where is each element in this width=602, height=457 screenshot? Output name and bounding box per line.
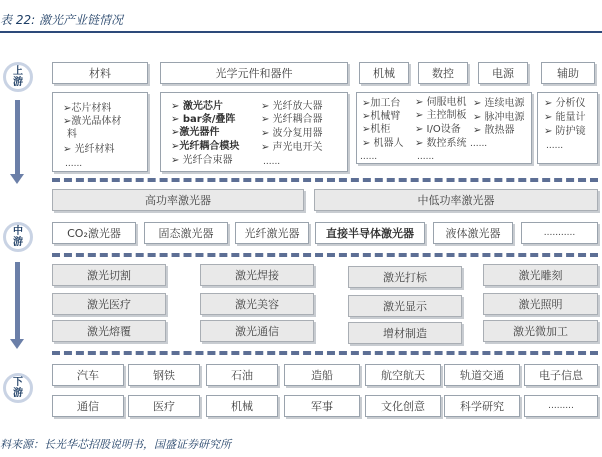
upstream-materials-list: [52, 92, 148, 172]
cnc-item: ......: [417, 152, 435, 162]
mechanics-item: ➢加工台: [362, 98, 401, 109]
midstream-arrow-shaft: [15, 262, 20, 340]
industry-aerospace: 航空航天: [365, 364, 441, 386]
upstream-arrow-head: [10, 174, 24, 184]
laser-type-direct-diode: 直接半导体激光器: [315, 222, 425, 244]
power-item: ......: [470, 139, 488, 149]
application-laser-cosmetic: 激光美容: [200, 293, 314, 315]
separator-midstream-downstream: [52, 351, 598, 355]
upstream-stage-char2: 游: [13, 77, 23, 88]
midstream-stage-marker: [3, 222, 33, 252]
application-laser-lighting: 激光照明: [483, 293, 598, 315]
optics-item: ➢ 波分复用器: [261, 128, 323, 139]
laser-type-liquid: 液体激光器: [433, 222, 513, 244]
laser-type-more: ...........: [521, 222, 598, 244]
application-laser-communication: 激光通信: [200, 320, 314, 342]
optics-item: ➢ 光纤合束器: [171, 155, 233, 166]
application-laser-cladding: 激光熔覆: [52, 320, 166, 342]
mechanics-item: ➢ 机器人: [362, 138, 404, 149]
industry-rail-transit: 轨道交通: [444, 364, 520, 386]
application-laser-marking: 激光打标: [348, 266, 462, 288]
materials-item: 料: [67, 129, 77, 140]
upstream-header-mechanics: 机械: [359, 62, 409, 84]
industry-telecom: 通信: [52, 395, 124, 417]
application-additive-manufacturing: 增材制造: [348, 322, 462, 344]
upstream-header-auxiliary: 辅助: [541, 62, 595, 84]
optics-item: ➢激光器件: [171, 127, 220, 138]
midstream-stage-char2: 游: [13, 237, 23, 248]
cnc-item: ➢ 数控系统: [415, 138, 467, 149]
application-laser-display: 激光显示: [348, 295, 462, 317]
industry-scientific-research: 科学研究: [444, 395, 520, 417]
application-laser-engraving: 激光雕刻: [483, 264, 598, 286]
industry-military: 军事: [284, 395, 360, 417]
materials-item: ➢激光晶体材: [63, 116, 122, 127]
cnc-item: ➢ 伺服电机: [415, 97, 467, 108]
optics-item: ➢光纤耦合模块: [171, 141, 240, 152]
midstream-arrow-head: [10, 339, 24, 349]
optics-item: ➢ bar条/叠阵: [171, 114, 236, 125]
power-item: ➢ 连续电源: [473, 98, 525, 109]
separator-upstream-midstream: [52, 178, 598, 182]
cnc-item: ➢ 主控制板: [415, 110, 467, 121]
title-rule: [0, 31, 602, 33]
upstream-auxiliary-list: [537, 92, 598, 164]
industry-more: .........: [524, 395, 598, 417]
application-laser-welding: 激光焊接: [200, 264, 314, 286]
industry-shipbuilding: 造船: [284, 364, 360, 386]
industry-cultural-creative: 文化创意: [365, 395, 441, 417]
power-item: ➢ 脉冲电源: [473, 112, 525, 123]
industry-steel: 钢铁: [128, 364, 200, 386]
application-laser-medical: 激光医疗: [52, 293, 166, 315]
auxiliary-item: ➢ 分析仪: [544, 98, 586, 109]
mechanics-item: ➢机柜: [362, 124, 391, 135]
industry-electronics: 电子信息: [524, 364, 598, 386]
mid-low-power-laser-category: 中低功率激光器: [314, 189, 598, 211]
application-laser-cutting: 激光切割: [52, 264, 166, 286]
power-item: ➢ 散热器: [473, 125, 515, 136]
upstream-header-optics: 光学元件和器件: [160, 62, 348, 84]
upstream-header-materials: 材料: [52, 62, 148, 84]
optics-item: ➢ 声光电开关: [261, 142, 323, 153]
industry-petroleum: 石油: [206, 364, 278, 386]
source-note: 料来源：长光华芯招股说明书，国盛证券研究所: [0, 438, 231, 451]
industry-machinery: 机械: [206, 395, 278, 417]
upstream-arrow-shaft: [15, 100, 20, 175]
downstream-stage-char1: 下: [13, 377, 23, 388]
optics-item: ➢ 激光芯片: [171, 101, 223, 112]
industry-healthcare: 医疗: [128, 395, 200, 417]
cnc-item: ➢ I/O设备: [415, 124, 461, 135]
mechanics-item: ......: [360, 152, 378, 162]
downstream-stage-marker: [3, 373, 33, 403]
laser-type-solid-state: 固态激光器: [144, 222, 228, 244]
table-title: 表 22: 激光产业链情况: [0, 13, 123, 27]
auxiliary-item: ➢ 防护镜: [544, 126, 586, 137]
laser-type-co2: CO₂激光器: [52, 222, 136, 244]
optics-item: ➢ 光纤放大器: [261, 101, 323, 112]
upstream-header-power: 电源: [478, 62, 528, 84]
mechanics-item: ➢机械臂: [362, 111, 401, 122]
auxiliary-item: ......: [546, 141, 564, 151]
materials-item: ➢ 光纤材料: [63, 144, 115, 155]
midstream-stage-char1: 中: [13, 226, 23, 237]
laser-type-fiber: 光纤激光器: [235, 222, 309, 244]
industry-automotive: 汽车: [52, 364, 124, 386]
application-laser-microprocessing: 激光微加工: [483, 320, 598, 342]
materials-item: ➢芯片材料: [63, 103, 112, 114]
upstream-header-cnc: 数控: [418, 62, 468, 84]
upstream-stage-char1: 上: [13, 66, 23, 77]
optics-item: ➢ 光纤耦合器: [261, 114, 323, 125]
high-power-laser-category: 高功率激光器: [52, 189, 304, 211]
auxiliary-item: ➢ 能量计: [544, 112, 586, 123]
separator-midstream-top: [52, 253, 598, 257]
optics-item: ......: [263, 157, 281, 167]
downstream-stage-char2: 游: [13, 388, 23, 399]
materials-item: ......: [65, 159, 83, 169]
upstream-optics-list: [160, 92, 348, 172]
upstream-mechanics-list: [356, 92, 532, 164]
upstream-stage-marker: [3, 62, 33, 92]
